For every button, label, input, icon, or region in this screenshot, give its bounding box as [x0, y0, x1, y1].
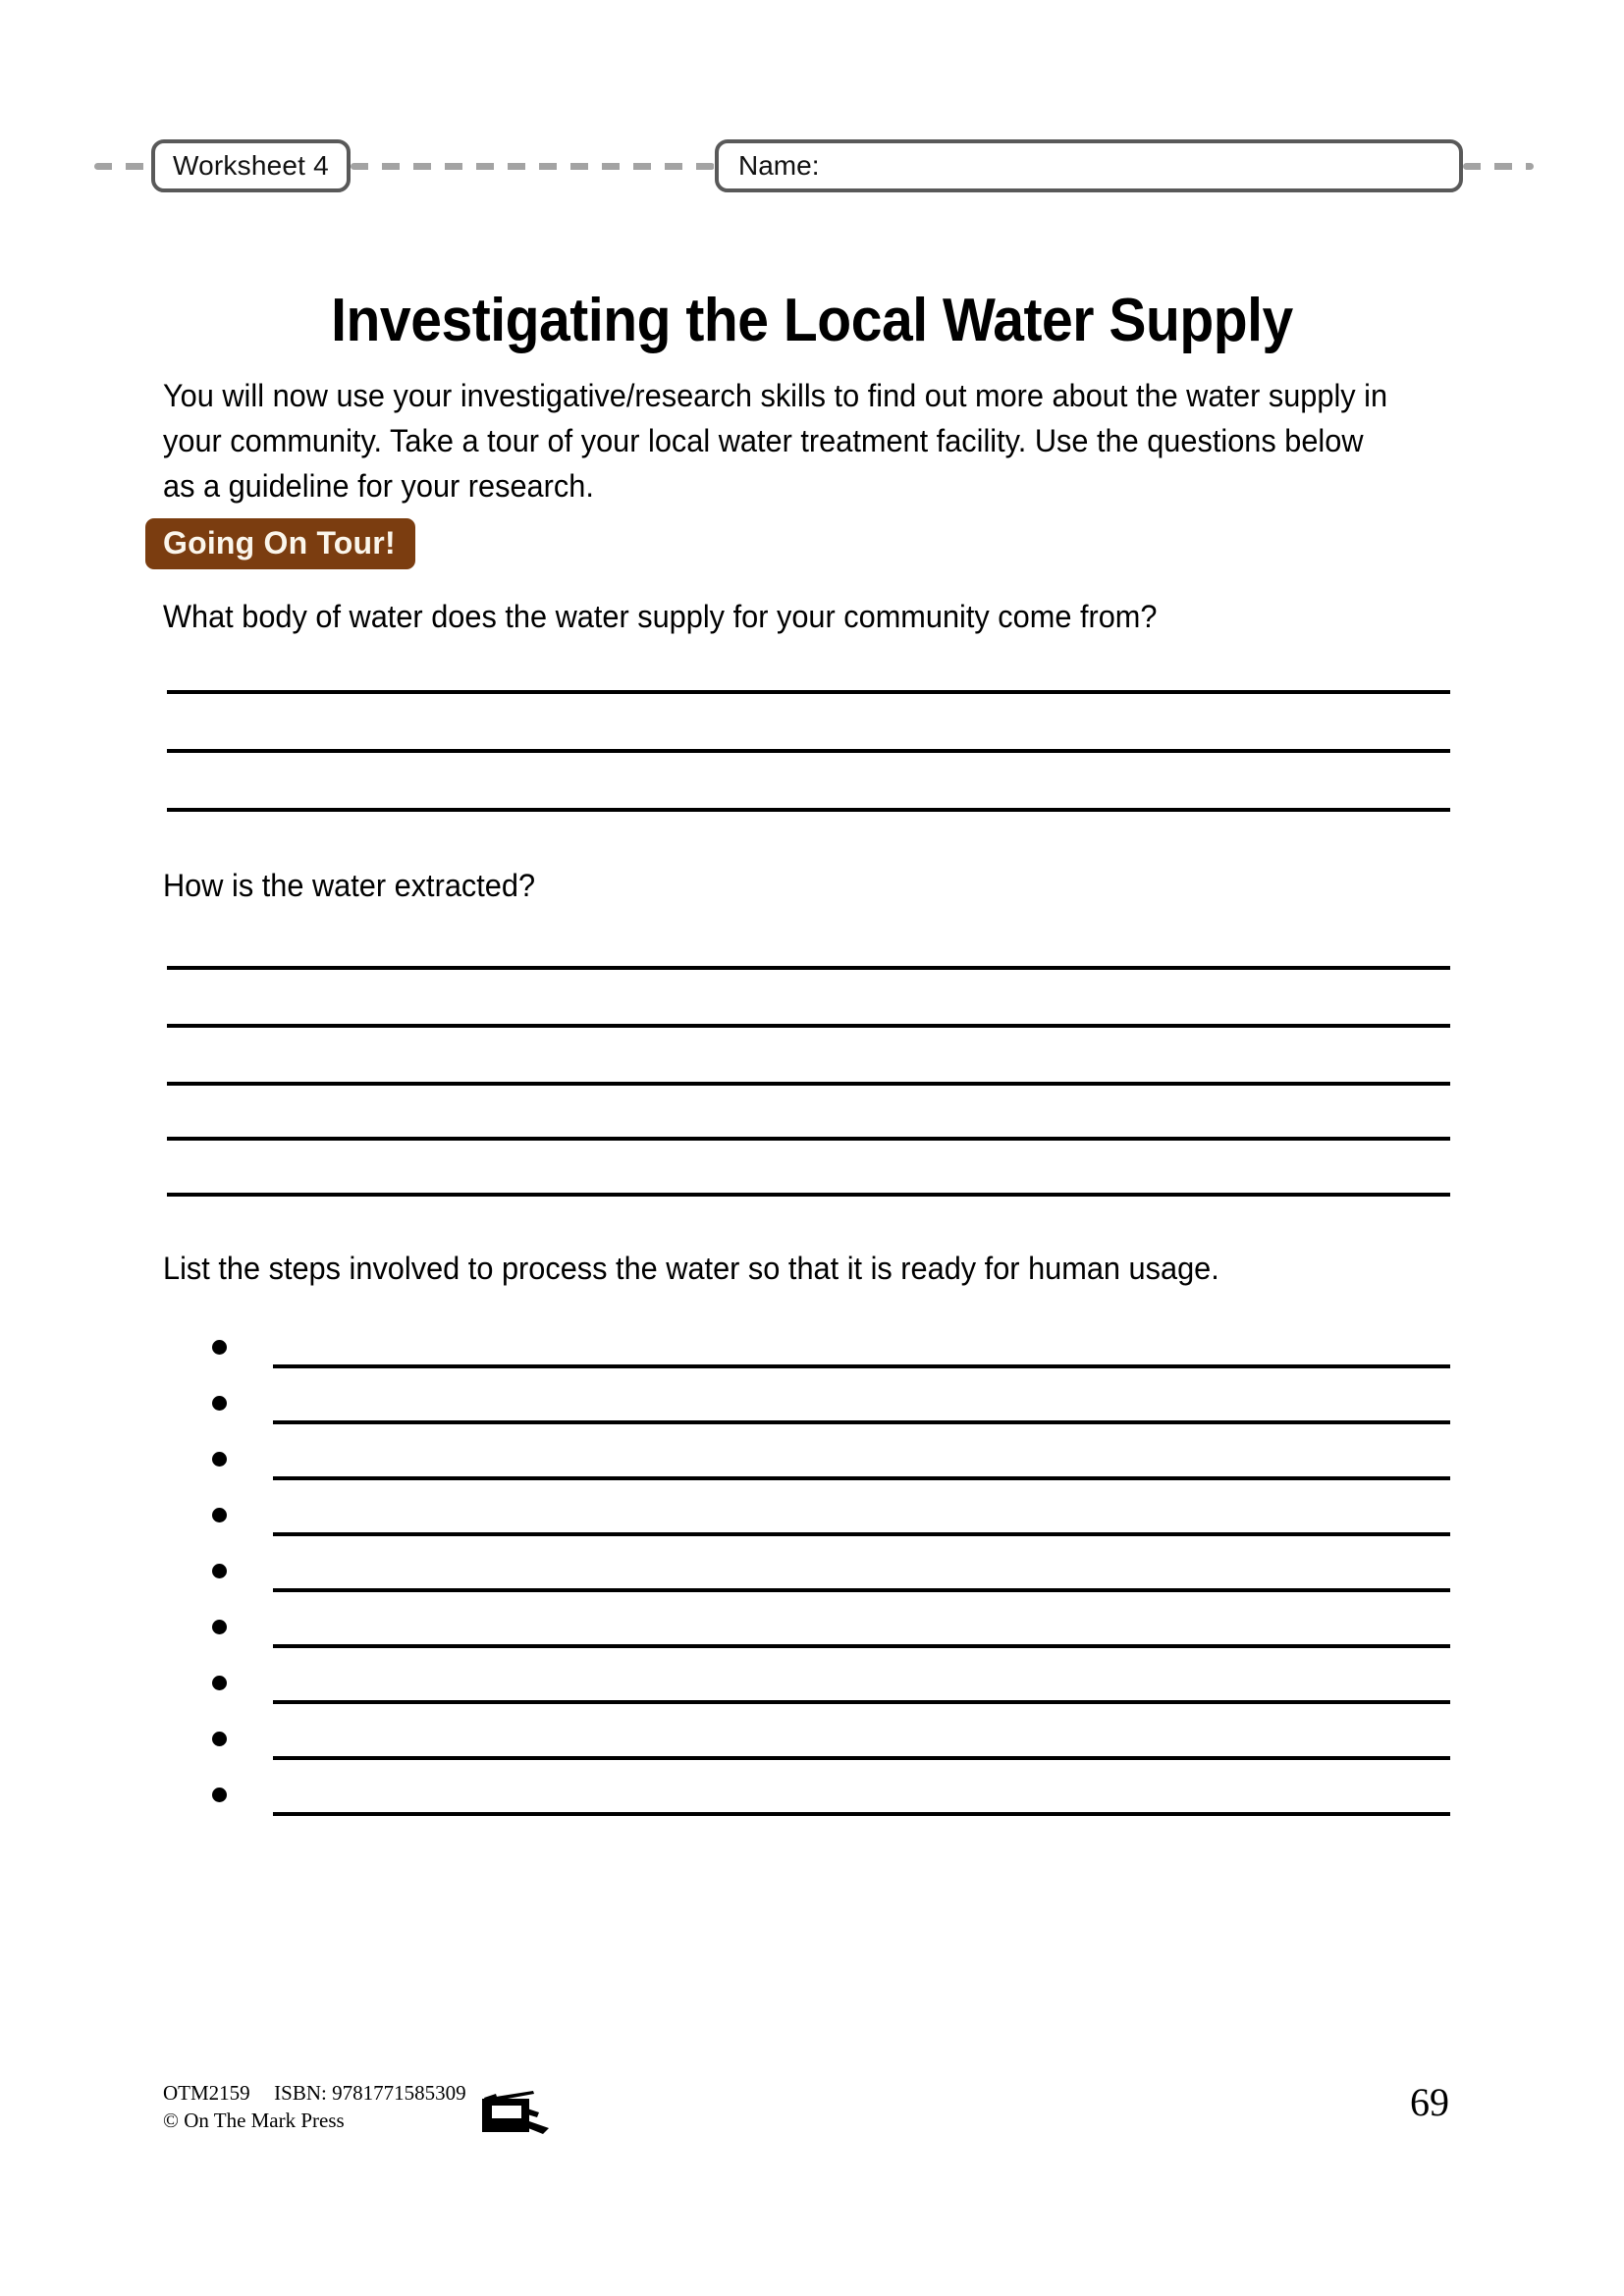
answer-line-q2-1[interactable]: [167, 966, 1450, 970]
answer-line-q1-3[interactable]: [167, 808, 1450, 812]
bullet-icon: [212, 1452, 227, 1467]
steps-bullet-list: [0, 1327, 1624, 1831]
question-2-text: How is the water extracted?: [163, 868, 536, 903]
footer-copyright: © On The Mark Press: [163, 2109, 345, 2132]
bullet-icon: [212, 1396, 227, 1411]
page-number: 69: [1410, 2080, 1449, 2124]
page-footer: [0, 2079, 1624, 2167]
bullet-icon: [212, 1620, 227, 1634]
answer-line-step-9[interactable]: [273, 1812, 1450, 1816]
answer-line-q2-5[interactable]: [167, 1193, 1450, 1197]
bullet-icon: [212, 1732, 227, 1746]
answer-line-step-7[interactable]: [273, 1700, 1450, 1704]
bullet-icon: [212, 1676, 227, 1690]
intro-paragraph: You will now use your investigative/research skills to find out more about the water supply in your community. Take a tour of your local water treatment facility. Use the questions below as a guideline for your research.: [163, 378, 1388, 504]
list-item[interactable]: [0, 1551, 1624, 1607]
answer-line-step-6[interactable]: [273, 1644, 1450, 1648]
footer-isbn: ISBN: 9781771585309: [274, 2081, 466, 2105]
list-item[interactable]: [0, 1607, 1624, 1663]
status-badge: Going On Tour!: [145, 518, 415, 569]
bullet-icon: [212, 1340, 227, 1355]
dashed-line-icon-left: [94, 163, 151, 170]
question-1-text: What body of water does the water supply for your community come from?: [163, 599, 1158, 634]
page-title: Investigating the Local Water Supply: [331, 286, 1293, 354]
answer-line-step-3[interactable]: [273, 1476, 1450, 1480]
student-name-label: Name:: [738, 150, 820, 181]
dashed-line-icon-right: [1463, 163, 1534, 170]
answer-line-step-1[interactable]: [273, 1364, 1450, 1368]
dashed-line-icon-middle: [351, 163, 715, 170]
answer-line-q2-4[interactable]: [167, 1137, 1450, 1141]
bullet-icon: [212, 1788, 227, 1802]
list-item[interactable]: [0, 1775, 1624, 1831]
list-item[interactable]: [0, 1439, 1624, 1495]
answer-line-step-4[interactable]: [273, 1532, 1450, 1536]
answer-line-q1-2[interactable]: [167, 749, 1450, 753]
list-item[interactable]: [0, 1495, 1624, 1551]
worksheet-header: [0, 135, 1624, 196]
student-name-field[interactable]: [715, 139, 1463, 192]
answer-line-step-5[interactable]: [273, 1588, 1450, 1592]
worksheet-number-tag: [151, 139, 351, 192]
bullet-icon: [212, 1508, 227, 1522]
answer-line-q2-3[interactable]: [167, 1082, 1450, 1086]
question-3-text: List the steps involved to process the water so that it is ready for human usage.: [163, 1251, 1219, 1286]
list-item[interactable]: [0, 1383, 1624, 1439]
answer-line-q2-2[interactable]: [167, 1024, 1450, 1028]
answer-line-step-8[interactable]: [273, 1756, 1450, 1760]
answer-line-step-2[interactable]: [273, 1420, 1450, 1424]
answer-line-q1-1[interactable]: [167, 690, 1450, 694]
list-item[interactable]: [0, 1719, 1624, 1775]
worksheet-number-label: Worksheet 4: [173, 150, 329, 181]
footer-product-code: OTM2159: [163, 2081, 250, 2105]
bullet-icon: [212, 1564, 227, 1578]
list-item[interactable]: [0, 1663, 1624, 1719]
list-item[interactable]: [0, 1327, 1624, 1383]
